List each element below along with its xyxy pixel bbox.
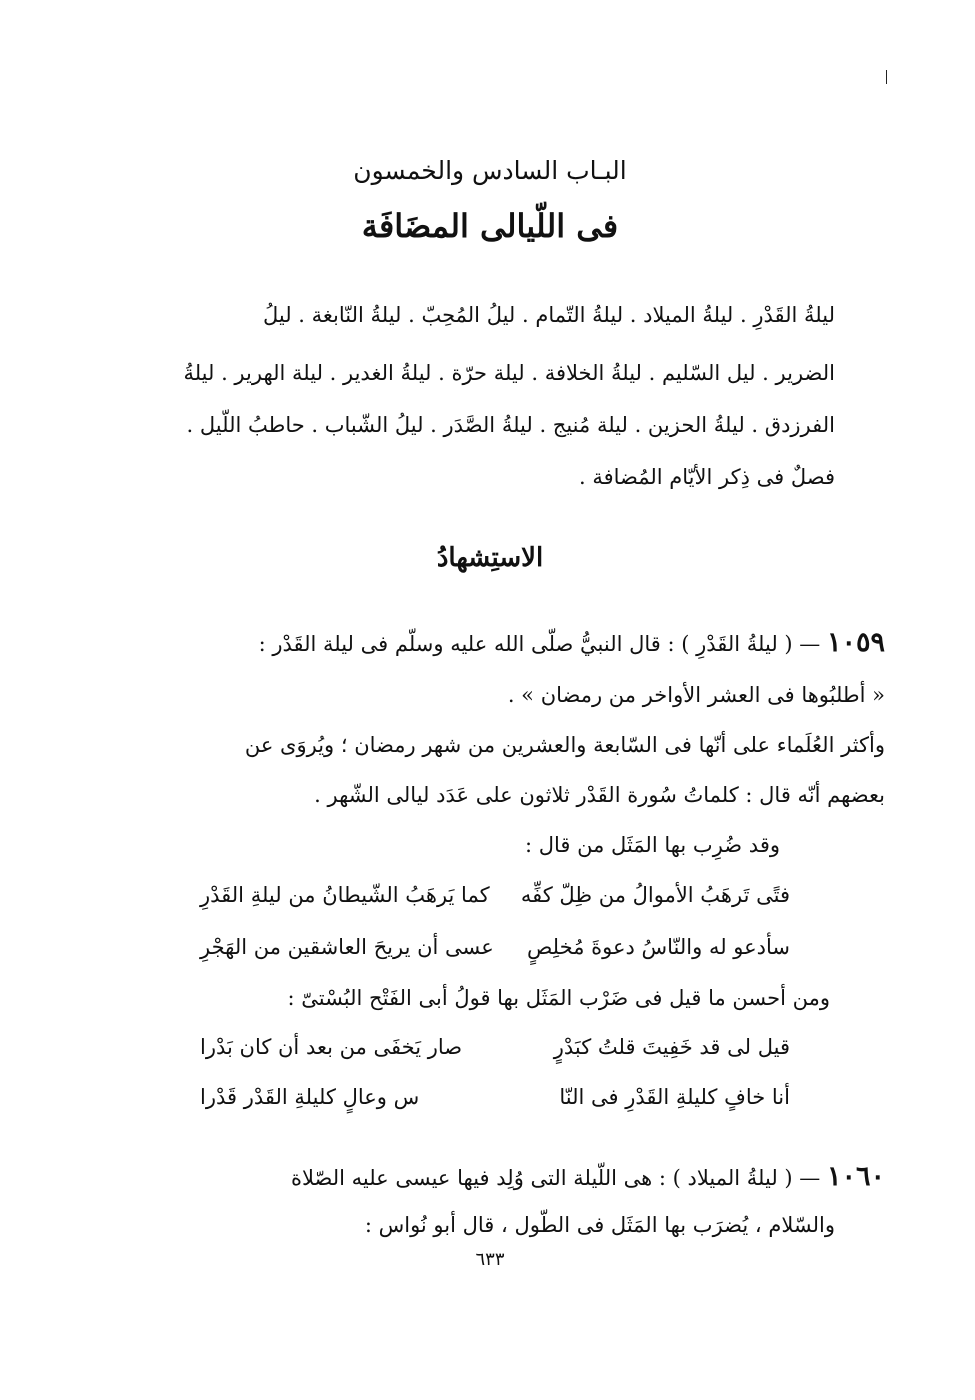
section-heading: الاستِشهادُ: [436, 543, 544, 573]
paragraph-line: وقد ضُرِب بها المَثَل من قال :: [525, 833, 780, 857]
paragraph-line: والسّلام ، يُضرَب بها المَثَل فى الطّول ، قال أبو نُواس :: [364, 1213, 835, 1237]
verse-hemistich: كما يَرهَبُ الشّيطانُ من ليلةِ القَدْرِ: [200, 883, 490, 907]
page-number: ٦٣٣: [475, 1249, 505, 1270]
verse-hemistich: سأدعو له والنّاسُ دعوةَ مُخلِصٍ: [526, 935, 790, 959]
chapter-title: البـاب السادس والخمسون: [353, 156, 627, 185]
margin-mark: [886, 70, 887, 84]
entry-number: ١٠٦٠: [826, 1161, 885, 1192]
paragraph-line: ومن أحسن ما قيل فى ضَرْب المَثَل بها قولُ أبى الفَتْح البُسْتىّ :: [287, 986, 830, 1010]
contents-line: ليلةُ القَدْرِ . ليلةُ الميلاد . ليلةُ التّمام . ليلُ المُحِبّ . ليلةُ النّابغة . ليلُ: [262, 303, 835, 327]
verse-line: [200, 1032, 790, 1062]
verse-line: [200, 880, 790, 910]
verse-hemistich: عسى أن يريحَ العاشقين من الهَجْرِ: [200, 935, 494, 959]
verse-line: [200, 1082, 790, 1112]
contents-line: فصلٌ فى ذِكر الأيّام المُضافة .: [578, 465, 835, 489]
verse-hemistich: فتًى تَرهَبُ الأموالُ من ظِلّ كفِّه: [520, 883, 790, 907]
verse-hemistich: قيل لى قد خَفِيتَ قلتُ كبَدْرٍ: [553, 1035, 790, 1059]
chapter-subtitle: فى اللّيالى المضَافَة: [361, 207, 619, 245]
paragraph-line: بعضهم أنّه قال : كلماتُ سُورة القَدْر ثلاثون على عَدَد ليالى الشّهر .: [314, 783, 885, 807]
contents-line: الضرير . ليل السّليم . ليلةُ الخلافة . ليلة حرّة . ليلةُ الغدير . ليلة الهرير . ليلةُ: [183, 361, 835, 385]
entry-text: — ( ليلةُ القَدْرِ ) : قال النبيُّ صلّى الله عليه وسلّم فى ليلة القَدْر :: [258, 632, 821, 656]
verse-line: [200, 932, 790, 962]
contents-line: الفرزدق . ليلةُ الحزين . ليلة مُنيج . ليلةُ الصَّدَر . ليلُ الشّباب . حاطبُ اللّيل .: [186, 413, 835, 437]
verse-hemistich: أنا خافٍ كليلةِ القَدْرِ فى النّا: [559, 1085, 790, 1109]
verse-hemistich: س وعالٍ كليلةِ القَدْر قَدْرا: [200, 1085, 420, 1109]
paragraph-line: « أطلبُوها فى العشر الأواخر من رمضان » .: [507, 683, 885, 707]
entry-number: ١٠٥٩: [826, 627, 885, 658]
verse-hemistich: صار يَخفَى من بعد أن كان بَدْرا: [200, 1035, 463, 1059]
entry-1060-line: [291, 1162, 885, 1193]
paragraph-line: وأكثر العُلَماء على أنّها فى السّابعة والعشرين من شهر رمضان ؛ ويُروَى عن: [244, 733, 885, 757]
entry-text: — ( ليلةُ الميلاد ) : هى اللّيلة التى وُلِد فيها عيسى عليه الصّلاة: [290, 1166, 821, 1190]
entry-1059-line: [259, 628, 885, 659]
